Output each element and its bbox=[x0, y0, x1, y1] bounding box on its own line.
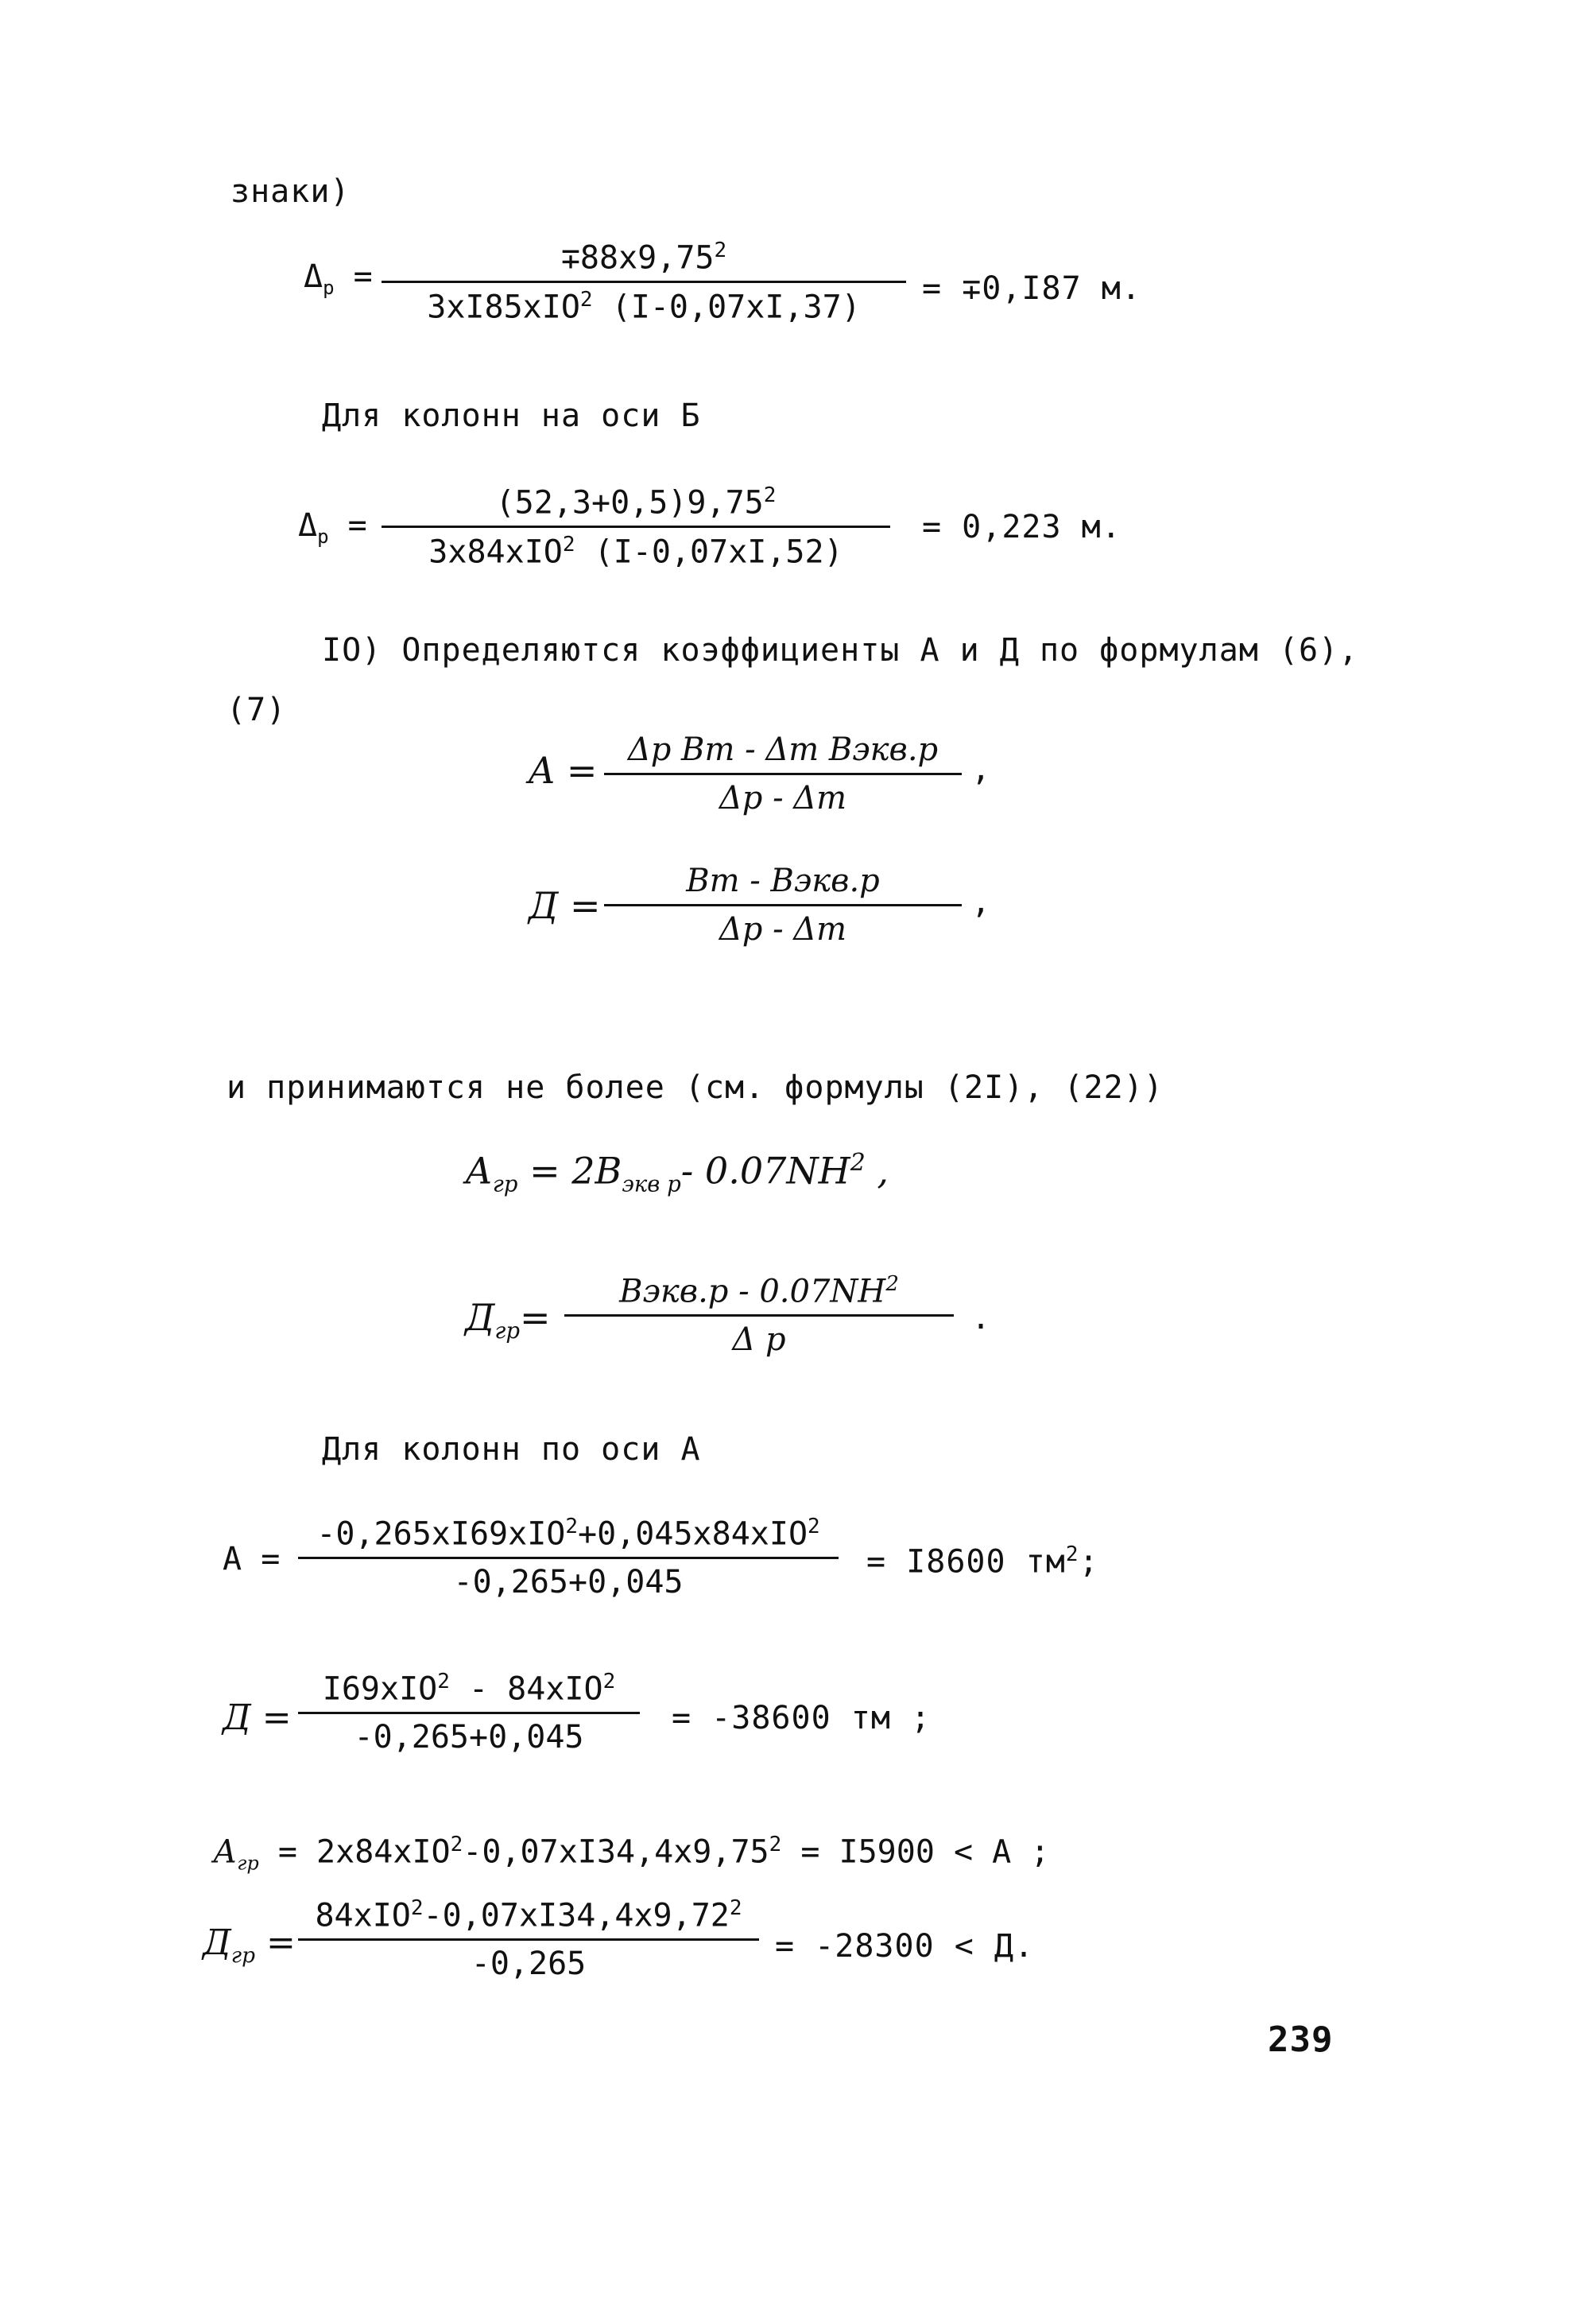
formula-a-fraction: Δр Вт - Δт Вэкв.р Δр - Δт bbox=[604, 731, 962, 817]
eq2-lhs: $\Delta_р$ = bbox=[298, 507, 367, 548]
item10-line2: (7) bbox=[227, 692, 287, 728]
axis-a-label: Для колонн по оси А bbox=[322, 1431, 701, 1468]
calc-d-result: = -38600 тм ; bbox=[672, 1700, 932, 1736]
page-number: 239 bbox=[1268, 2019, 1334, 2060]
formula-d-comma: , bbox=[971, 884, 992, 921]
formula-a-lhs: A = bbox=[529, 749, 598, 792]
calc-a-result: = I8600 $тм^2$; bbox=[866, 1542, 1099, 1581]
calc-dgr-result: = -28300 < Д. bbox=[775, 1928, 1035, 1965]
calc-d-lhs: Д = bbox=[223, 1697, 292, 1738]
formula-d-lhs: Д = bbox=[529, 884, 601, 927]
eq2-fraction: $(52,3+0,5)9,75^2$ 3x84xIO$^2$ (I-0,07xI,52) bbox=[382, 483, 890, 571]
formula-dgr-period: . bbox=[971, 1300, 992, 1337]
formula-dgr-fraction: Вэкв.р - $0.07NH^2$ Δ р bbox=[564, 1272, 954, 1358]
eq1-result: = ∓0,I87 м. bbox=[922, 270, 1141, 307]
item10-line1: IO) Определяются коэффициенты А и Д по формулам (6), bbox=[322, 632, 1359, 669]
calc-d-fraction: I69xIO$^2$ - 84xIO$^2$ -0,265+0,045 bbox=[298, 1670, 640, 1756]
eq1-lhs: $\Delta_р$ = bbox=[304, 258, 373, 299]
formula-d-fraction: Вт - Вэкв.р Δр - Δт bbox=[604, 863, 962, 948]
formula-a-comma: , bbox=[971, 751, 992, 788]
axis-b-label: Для колонн на оси Б bbox=[322, 398, 701, 434]
calc-dgr-lhs: $Д_{гр}$ = bbox=[203, 1922, 296, 1968]
calc-dgr-fraction: 84xIO$^2$-0,07xI34,4x9,72$^2$ -0,265 bbox=[298, 1896, 759, 1982]
formula-agr: $А_{гр} = 2В_{экв р}-$ $0.07NH^2$ , bbox=[465, 1149, 889, 1197]
eq2-result: = 0,223 м. bbox=[922, 509, 1121, 545]
calc-a-fraction: -0,265xI69xIO$^2$+0,045x84xIO$^2$ -0,265+0,045 bbox=[298, 1515, 839, 1600]
limits-text: и принимаются не более (см. формулы (2I), (22)) bbox=[227, 1069, 1164, 1106]
eq1-fraction: $\mp 88x9,75^2$ 3xI85xIO$^2$ (I-0,07xI,37) bbox=[382, 239, 906, 326]
calc-agr: $А_{гр} = 2x84xIO^2-0,07xI34,4x9,75^2 = I5900 < А$ ; bbox=[213, 1833, 1050, 1875]
calc-a-lhs: А = bbox=[223, 1541, 281, 1577]
intro-text: знаки) bbox=[230, 173, 351, 210]
formula-dgr-lhs: $Д_{гр}=$ bbox=[465, 1296, 551, 1344]
